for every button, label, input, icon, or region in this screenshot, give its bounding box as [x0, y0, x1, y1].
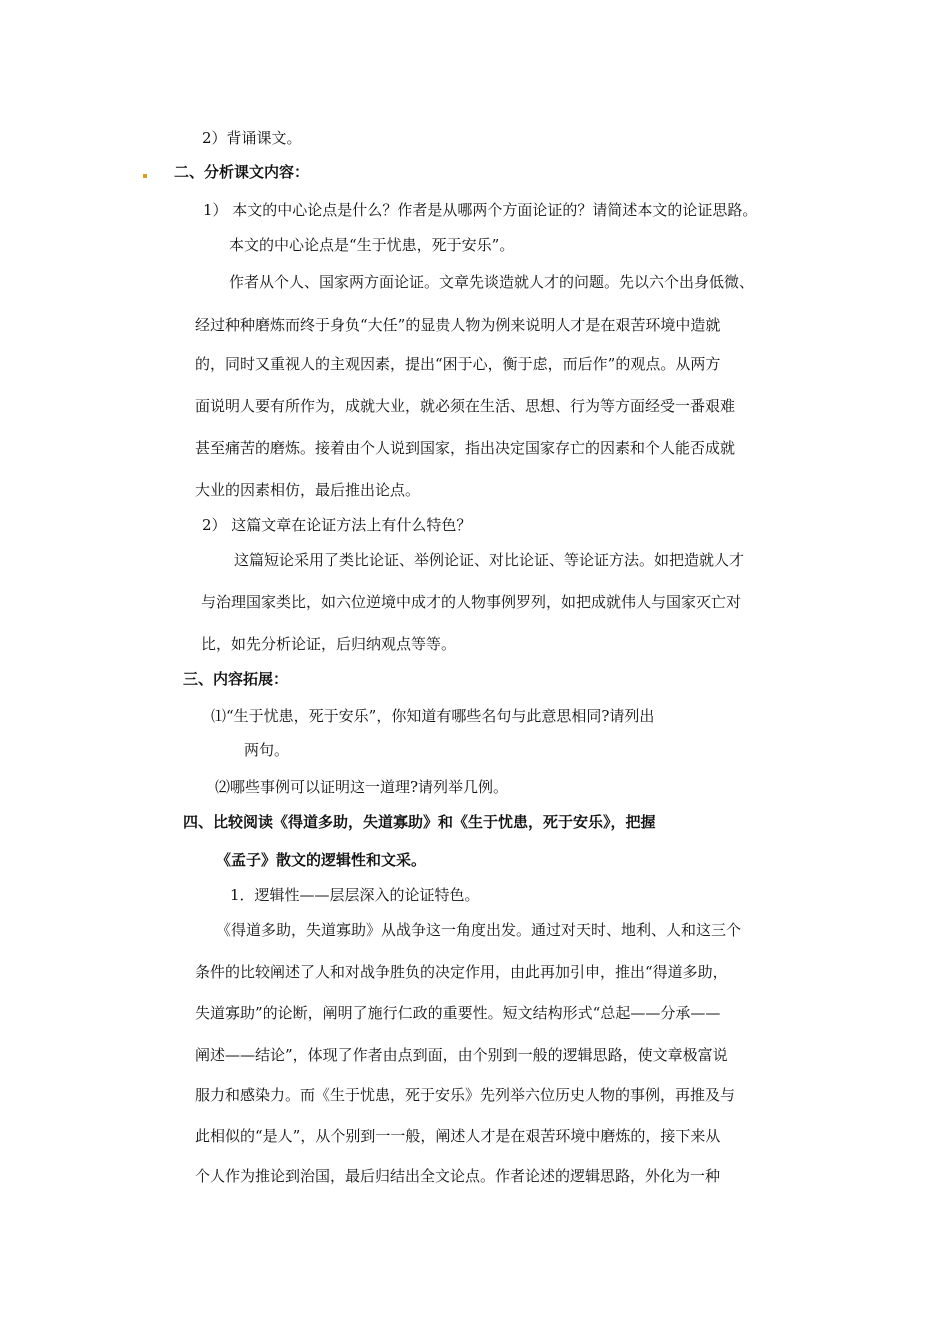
- answer-2-paragraph-line: 比，如先分析论证，后归纳观点等等。: [201, 635, 457, 653]
- logic-paragraph-line: 阐述——结论”，体现了作者由点到面，由个别到一般的逻辑思路，使文章极富说: [195, 1046, 728, 1064]
- logic-paragraph-line: 《得道多助，失道寡助》从战争这一角度出发。通过对天时、地利、人和这三个: [216, 921, 742, 939]
- answer-1-paragraph-line: 甚至痛苦的磨炼。接着由个人说到国家，指出决定国家存亡的因素和个人能否成就: [195, 439, 736, 457]
- logic-paragraph-line: 个人作为推论到治国，最后归结出全文论点。作者论述的逻辑思路，外化为一种: [195, 1167, 721, 1185]
- logic-paragraph-line: 失道寡助”的论断，阐明了施行仁政的重要性。短文结构形式“总起——分承——: [195, 1004, 721, 1022]
- logic-subheading: 1．逻辑性——层层深入的论证特色。: [230, 886, 480, 904]
- extension-question-2: ⑵哪些事例可以证明这一道理?请列举几例。: [215, 778, 509, 796]
- answer-2-paragraph-line: 这篇短论采用了类比论证、举例论证、对比论证、等论证方法。如把造就人才: [234, 551, 745, 569]
- margin-mark: [143, 174, 147, 178]
- answer-1-paragraph-line: 经过种种磨炼而终于身负“大任”的显贵人物为例来说明人才是在艰苦环境中造就: [195, 316, 721, 334]
- answer-1-thesis: 本文的中心论点是“生于忧患，死于安乐”。: [229, 236, 515, 254]
- recite-text-item: 2）背诵课文。: [202, 129, 302, 147]
- logic-paragraph-line: 服力和感染力。而《生于忧患，死于安乐》先列举六位历史人物的事例，再推及与: [195, 1086, 736, 1104]
- extension-question-1: ⑴“生于忧患，死于安乐”，你知道有哪些名句与此意思相同?请列出: [211, 707, 655, 725]
- logic-paragraph-line: 条件的比较阐述了人和对战争胜负的决定作用，由此再加引申，推出“得道多助，: [195, 963, 728, 981]
- logic-paragraph-line: 此相似的“是人”，从个别到一一般，阐述人才是在艰苦环境中磨炼的，接下来从: [195, 1127, 721, 1145]
- section-two-heading: 二、分析课文内容：: [174, 163, 310, 181]
- section-four-heading-continued: 《孟子》散文的逻辑性和文采。: [216, 851, 427, 869]
- question-1: 1） 本文的中心论点是什么？作者是从哪两个方面论证的？请简述本文的论证思路。: [203, 201, 758, 219]
- section-four-heading: 四、比较阅读《得道多助，失道寡助》和《生于忧患，死于安乐》，把握: [183, 813, 656, 831]
- answer-1-paragraph-line: 面说明人要有所作为，成就大业，就必须在生活、思想、行为等方面经受一番艰难: [195, 397, 736, 415]
- answer-1-paragraph-line: 大业的因素相仿，最后推出论点。: [195, 481, 421, 499]
- section-three-heading: 三、内容拓展：: [183, 670, 289, 688]
- answer-1-paragraph-line: 作者从个人、国家两方面论证。文章先谈造就人才的问题。先以六个出身低微、: [229, 273, 755, 291]
- question-2: 2） 这篇文章在论证方法上有什么特色？: [202, 516, 472, 534]
- answer-2-paragraph-line: 与治理国家类比，如六位逆境中成才的人物事例罗列，如把成就伟人与国家灭亡对: [201, 593, 742, 611]
- answer-1-paragraph-line: 的，同时又重视人的主观因素，提出“困于心，衡于虑，而后作”的观点。从两方: [195, 355, 721, 373]
- extension-question-1-continued: 两句。: [244, 741, 290, 759]
